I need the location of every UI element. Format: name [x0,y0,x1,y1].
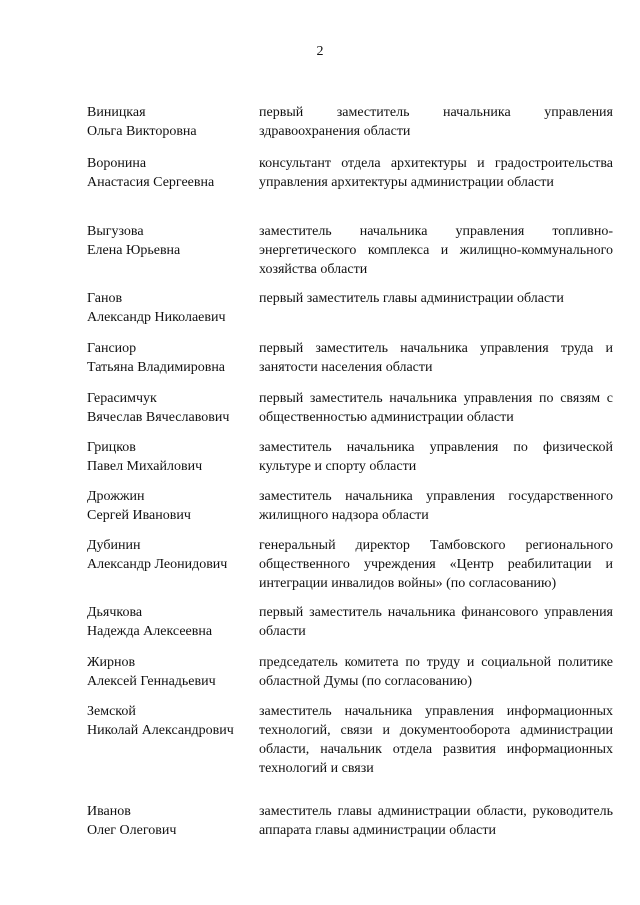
position-description: председатель комитета по труду и социальной политике областной Думы (по согласованию) [259,655,613,689]
given-name: Алексей Геннадьевич [87,674,216,689]
person-name [87,103,255,141]
surname: Гансиор [87,341,137,356]
person-name [87,536,255,574]
position-description: заместитель начальника управления государственного жилищного надзора области [259,489,613,523]
position-description: первый заместитель начальника управления здравоохранения области [259,105,613,139]
given-name: Сергей Иванович [87,508,191,523]
given-name: Олег Олегович [87,823,177,838]
surname: Выгузова [87,224,144,239]
given-name: Анастасия Сергеевна [87,175,215,190]
person-name [87,289,255,327]
given-name: Елена Юрьевна [87,243,181,258]
person-name [87,339,255,377]
surname: Герасимчук [87,391,157,406]
person-name [87,222,255,260]
surname: Иванов [87,804,131,819]
position-description: первый заместитель начальника управления по связям с общественностью администрации области [259,391,613,425]
position-description: заместитель главы администрации области, руководитель аппарата главы администрации области [259,804,613,838]
given-name: Александр Леонидович [87,557,228,572]
position-description: заместитель начальника управления по физической культуре и спорту области [259,440,613,474]
given-name: Татьяна Владимировна [87,360,226,375]
surname: Грицков [87,440,136,455]
surname: Виницкая [87,105,146,120]
surname: Ганов [87,291,123,306]
person-name [87,802,255,840]
given-name: Николай Александрович [87,723,234,738]
position-description: заместитель начальника управления информационных технологий, связи и документооборота администрации области, начальник отдела развития информационных технологий и связи [259,704,613,776]
person-name [87,702,255,740]
surname: Жирнов [87,655,136,670]
given-name: Ольга Викторовна [87,124,197,139]
position-description: первый заместитель начальника финансового управления области [259,605,613,639]
given-name: Надежда Алексеевна [87,624,213,639]
person-name [87,389,255,427]
surname: Дрожжин [87,489,145,504]
position-description: генеральный директор Тамбовского регионального общественного учреждения «Центр реабилитации и интеграции инвалидов войны» (по согласованию) [259,538,613,591]
surname: Дьячкова [87,605,143,620]
position-description: первый заместитель начальника управления труда и занятости населения области [259,341,613,375]
given-name: Павел Михайлович [87,459,203,474]
surname: Земской [87,704,136,719]
surname: Воронина [87,156,147,171]
position-description: консультант отдела архитектуры и градостроительства управления архитектуры администрации области [259,156,613,190]
person-name [87,438,255,476]
given-name: Вячеслав Вячеславович [87,410,230,425]
person-name [87,487,255,525]
person-name [87,653,255,691]
position-description: заместитель начальника управления топливно-энергетического комплекса и жилищно-коммунального хозяйства области [259,224,613,277]
page-number: 2 [316,44,324,59]
position-description: первый заместитель главы администрации области [259,291,564,306]
surname: Дубинин [87,538,141,553]
given-name: Александр Николаевич [87,310,226,325]
person-name [87,603,255,641]
person-name [87,154,255,192]
